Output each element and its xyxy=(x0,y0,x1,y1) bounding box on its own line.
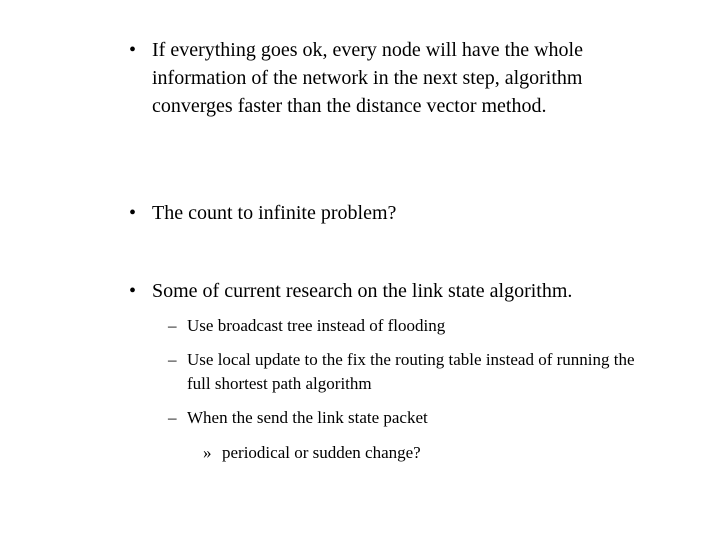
bullet-marker: • xyxy=(129,202,137,224)
sub-bullet-send-timing xyxy=(168,406,638,430)
sub-bullet-text: Use local update to the fix the routing table instead of running the full shortest path algorithm xyxy=(187,350,635,393)
bullet-item-count-to-infinity xyxy=(129,199,659,227)
sub-bullet-text: When the send the link state packet xyxy=(187,408,428,427)
sub-bullet-broadcast-tree xyxy=(168,314,638,338)
bullet-item-current-research xyxy=(129,277,699,305)
sub-bullet-local-update xyxy=(168,348,638,396)
sub-sub-bullet-periodical xyxy=(203,441,603,465)
sub-bullet-text: Use broadcast tree instead of flooding xyxy=(187,316,446,335)
bullet-item-convergence xyxy=(129,36,659,120)
bullet-marker: • xyxy=(129,280,137,302)
sub-bullet-marker: – xyxy=(168,316,177,335)
bullet-text: If everything goes ok, every node will have the whole information of the network in the next step, algorithm converges faster than the distance vector method. xyxy=(152,39,583,117)
bullet-text: Some of current research on the link state algorithm. xyxy=(152,280,573,302)
sub-bullet-marker: – xyxy=(168,408,177,427)
bullet-marker: • xyxy=(129,39,137,61)
sub-bullet-marker: – xyxy=(168,350,177,369)
sub-sub-bullet-marker: » xyxy=(203,443,212,462)
sub-sub-bullet-text: periodical or sudden change? xyxy=(222,443,421,462)
bullet-text: The count to infinite problem? xyxy=(152,202,397,224)
